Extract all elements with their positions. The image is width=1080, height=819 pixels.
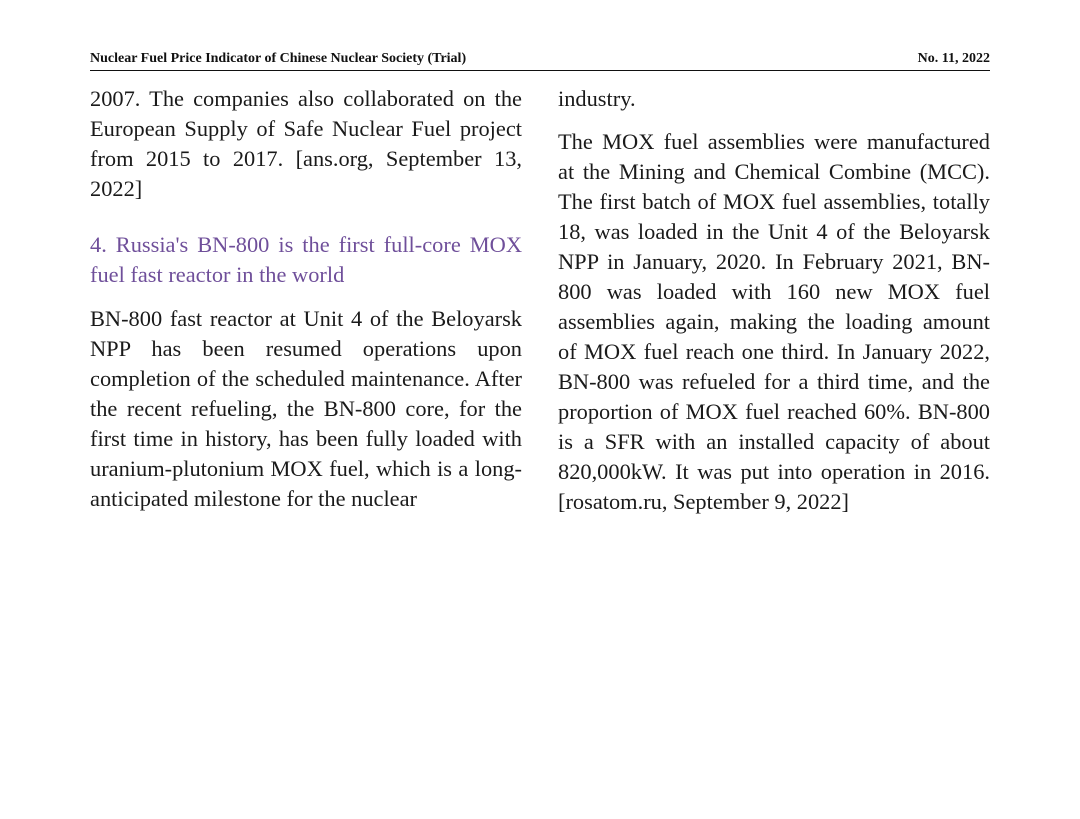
- left-paragraph-bn800: BN-800 fast reactor at Unit 4 of the Beloyarsk NPP has been resumed operations upon completion of the scheduled maintenance. After the recent refueling, the BN-800 core, for the first time in history, has been fully loaded with uranium-plutonium MOX fuel, which is a long-anticipated milestone for the nuclear: [90, 306, 522, 511]
- right-paragraph-mox-assemblies: The MOX fuel assemblies were manufactured at the Mining and Chemical Combine (MCC). The first batch of MOX fuel assemblies, totally 18, was loaded in the Unit 4 of the Beloyarsk NPP in January, 2020. In February 2021, BN-800 was loaded with 160 new MOX fuel assemblies again, making the loading amount of MOX fuel reach one third. In January 2022, BN-800 was refueled for a third time, and the proportion of MOX fuel reached 60%. BN-800 is a SFR with an installed capacity of about 820,000kW. It was put into operation in 2016. [rosatom.ru, September 9, 2022]: [558, 129, 990, 514]
- page-header: [90, 50, 990, 71]
- right-paragraph-continued: industry.: [558, 86, 636, 111]
- header-title: Nuclear Fuel Price Indicator of Chinese Nuclear Society (Trial): [90, 51, 467, 66]
- section-heading-bn800: 4. Russia's BN-800 is the first full-core MOX fuel fast reactor in the world: [90, 232, 522, 287]
- left-paragraph-continued: 2007. The companies also collaborated on the European Supply of Safe Nuclear Fuel project from 2015 to 2017. [ans.org, September 13, 2022]: [90, 86, 522, 201]
- left-column: [90, 84, 522, 514]
- header-issue-number: No. 11, 2022: [917, 51, 990, 66]
- right-column: [558, 84, 990, 517]
